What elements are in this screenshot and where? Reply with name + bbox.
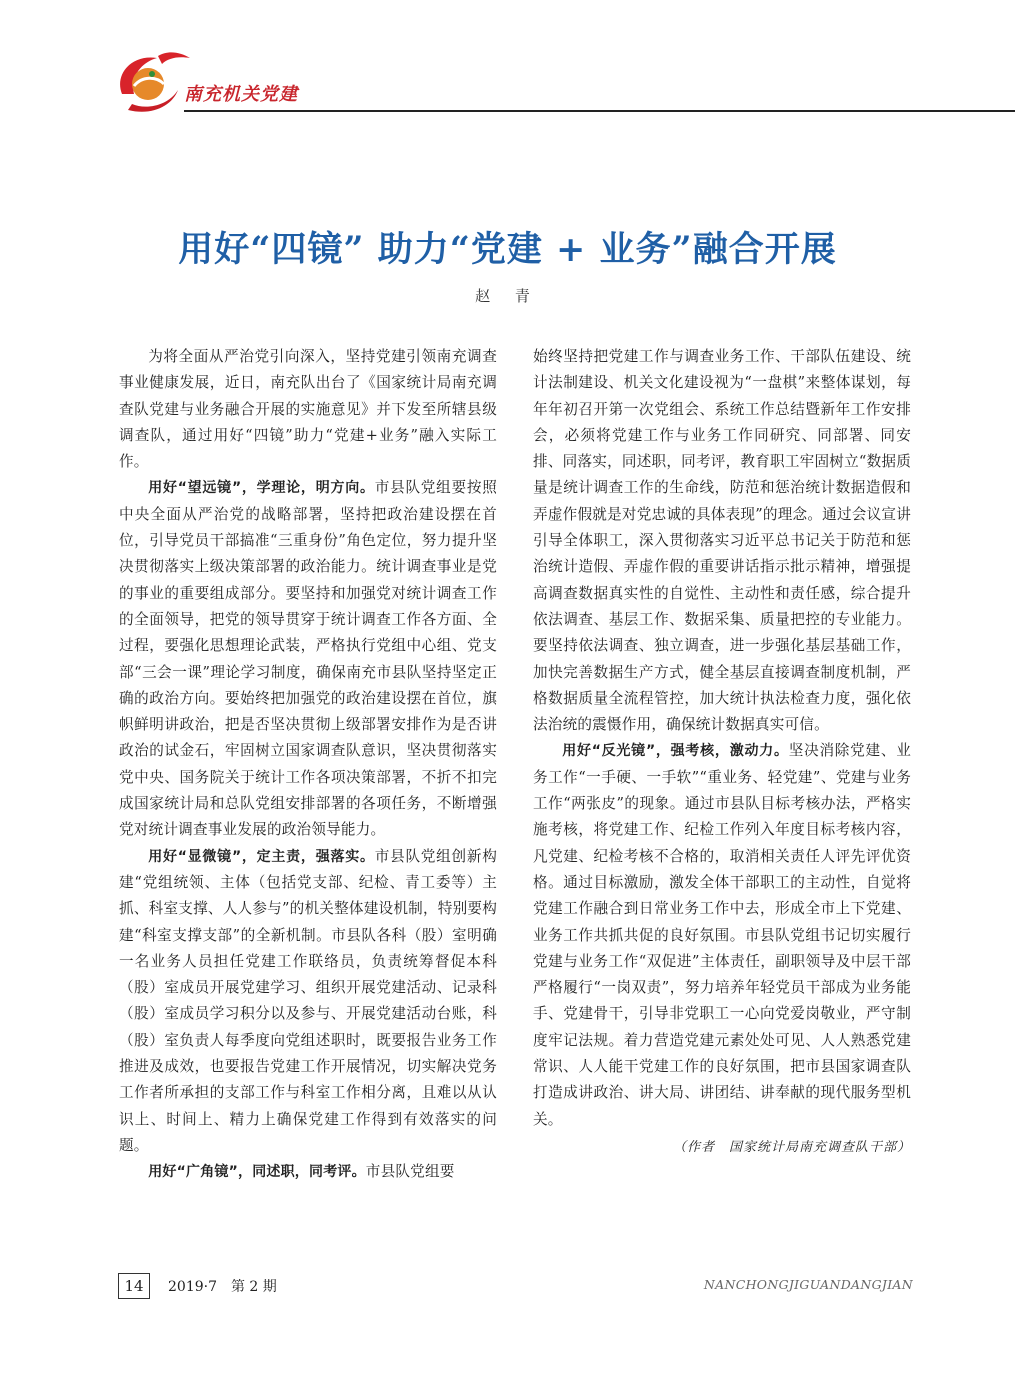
article-author: 赵 青: [475, 287, 540, 305]
article-title: 用好“四镜” 助力“党建 + 业务”融合开展: [178, 229, 837, 270]
journal-logo-icon: [112, 44, 192, 114]
paragraph-lead: 用好“望远镜”，学理论，明方向。: [148, 480, 375, 497]
paragraph-lead: 用好“显微镜”，定主责，强落实。: [148, 848, 375, 865]
paragraph-text: 为将全面从严治党引向深入，坚持党建引领南充调查事业健康发展，近日，南充队出台了《国家统计局南充调查队党建与业务融合开展的实施意见》并下发至所辖县级调查队，通过用好“四镜”助力“党建+业务”融入实际工作。: [119, 348, 497, 471]
page-footer: [118, 1273, 913, 1301]
paragraph-text: 市县队党组要: [365, 1163, 455, 1181]
left-column: [119, 344, 497, 1186]
paragraph-text: 市县队党组要按照中央全面从严治党的战略部署，坚持把政治建设摆在首位，引导党员干部搞准“三重身份”角色定位，努力提升坚决贯彻落实上级决策部署的政治能力。统计调查事业是党的事业的重要组成部分。要坚持和加强党对统计调查工作的全面领导，把党的领导贯穿于统计调查工作各方面、全过程，要强化思想理论武装，严格执行党组中心组、党支部“三会一课”理论学习制度，确保南充市县队坚持坚定正确的政治方向。要始终把加强党的政治建设摆在首位，旗帜鲜明讲政治，把是否坚决贯彻上级部署安排作为是否讲政治的试金石，牢固树立国家调查队意识，坚决贯彻落实党中央、国务院关于统计工作各项决策部署，不折不扣完成国家统计局和总队党组安排部署的各项任务，不断增强党对统计调查事业发展的政治领导能力。: [119, 479, 497, 839]
paragraph: [119, 844, 497, 1160]
paragraph-lead: 用好“广角镜”，同述职，同考评。: [148, 1164, 366, 1181]
page-number: 14: [118, 1273, 150, 1299]
paragraph: [119, 344, 497, 475]
paragraph: [533, 738, 911, 1132]
footer-brand: NANCHONGJIGUANDANGJIAN: [703, 1277, 913, 1292]
paragraph-text: 市县队党组创新构建“党组统领、主体（包括党支部、纪检、青工委等）主抓、科室支撑、人人参与”的机关整体建设机制，特别要构建“科室支撑支部”的全新机制。市县队各科（股）室明确一名业务人员担任党建工作联络员，负责统筹督促本科（股）室成员开展党建学习、组织开展党建活动、记录科（股）室成员学习积分以及参与、开展党建活动台账，科（股）室负责人每季度向党组述职时，既要报告业务工作推进及成效，也要报告党建工作开展情况，切实解决党务工作者所承担的支部工作与科室工作相分离，且难以从认识上、时间上、精力上确保党建工作得到有效落实的问题。: [119, 847, 497, 1154]
paragraph-text: 坚决消除党建、业务工作“一手硬、一手软”“重业务、轻党建”、党建与业务工作“两张皮”的现象。通过市县队目标考核办法，严格实施考核，将党建工作、纪检工作列入年度目标考核内容，凡党建、纪检考核不合格的，取消相关责任人评先评优资格。通过目标激励，激发全体干部职工的主动性，自觉将党建工作融合到日常业务工作中去，形成全市上下党建、业务工作共抓共促的良好氛围。市县队党组书记切实履行党建与业务工作“双促进”主体责任，副职领导及中层干部严格履行“一岗双责”，努力培养年轻党员干部成为业务能手、党建骨干，引导非党职工一心向党爱岗敬业，严守制度牢记法规。着力营造党建元素处处可见、人人熟悉党建常识、人人能干党建工作的良好氛围，把市县国家调查队打造成讲政治、讲大局、讲团结、讲奉献的现代服务型机关。: [533, 742, 911, 1128]
paragraph: [119, 475, 497, 843]
journal-name: 南充机关党建: [184, 84, 298, 105]
issue-label: 2019·7 第 2 期: [168, 1279, 277, 1295]
paragraph-text: 始终坚持把党建工作与调查业务工作、干部队伍建设、统计法制建设、机关文化建设视为“一盘棋”来整体谋划，每年年初召开第一次党组会、系统工作总结暨新年工作安排会，必须将党建工作与业务工作同研究、同部署、同安排、同落实，同述职，同考评，教育职工牢固树立“数据质量是统计调查工作的生命线，防范和惩治统计数据造假和弄虚作假就是对党忠诚的具体表现”的理念。通过会议宣讲引导全体职工，深入贯彻落实习近平总书记关于防范和惩治统计造假、弄虚作假的重要讲话指示批示精神，增强提高调查数据真实性的自觉性、主动性和责任感，综合提升依法调查、基层工作、数据采集、质量把控的专业能力。要坚持依法调查、独立调查，进一步强化基层基础工作，加快完善数据生产方式，健全基层直接调查制度机制，严格数据质量全流程管控，加大统计执法检查力度，强化依法治统的震慑作用，确保统计数据真实可信。: [533, 348, 911, 734]
page-header: [110, 40, 1015, 120]
paragraph: [533, 344, 911, 738]
paragraph: [119, 1159, 497, 1185]
paragraph-lead: 用好“反光镜”，强考核，激动力。: [562, 743, 789, 760]
author-signoff: （作者 国家统计局南充调查队干部）: [672, 1139, 911, 1155]
header-divider: [184, 110, 1015, 112]
right-column: [533, 344, 911, 1161]
